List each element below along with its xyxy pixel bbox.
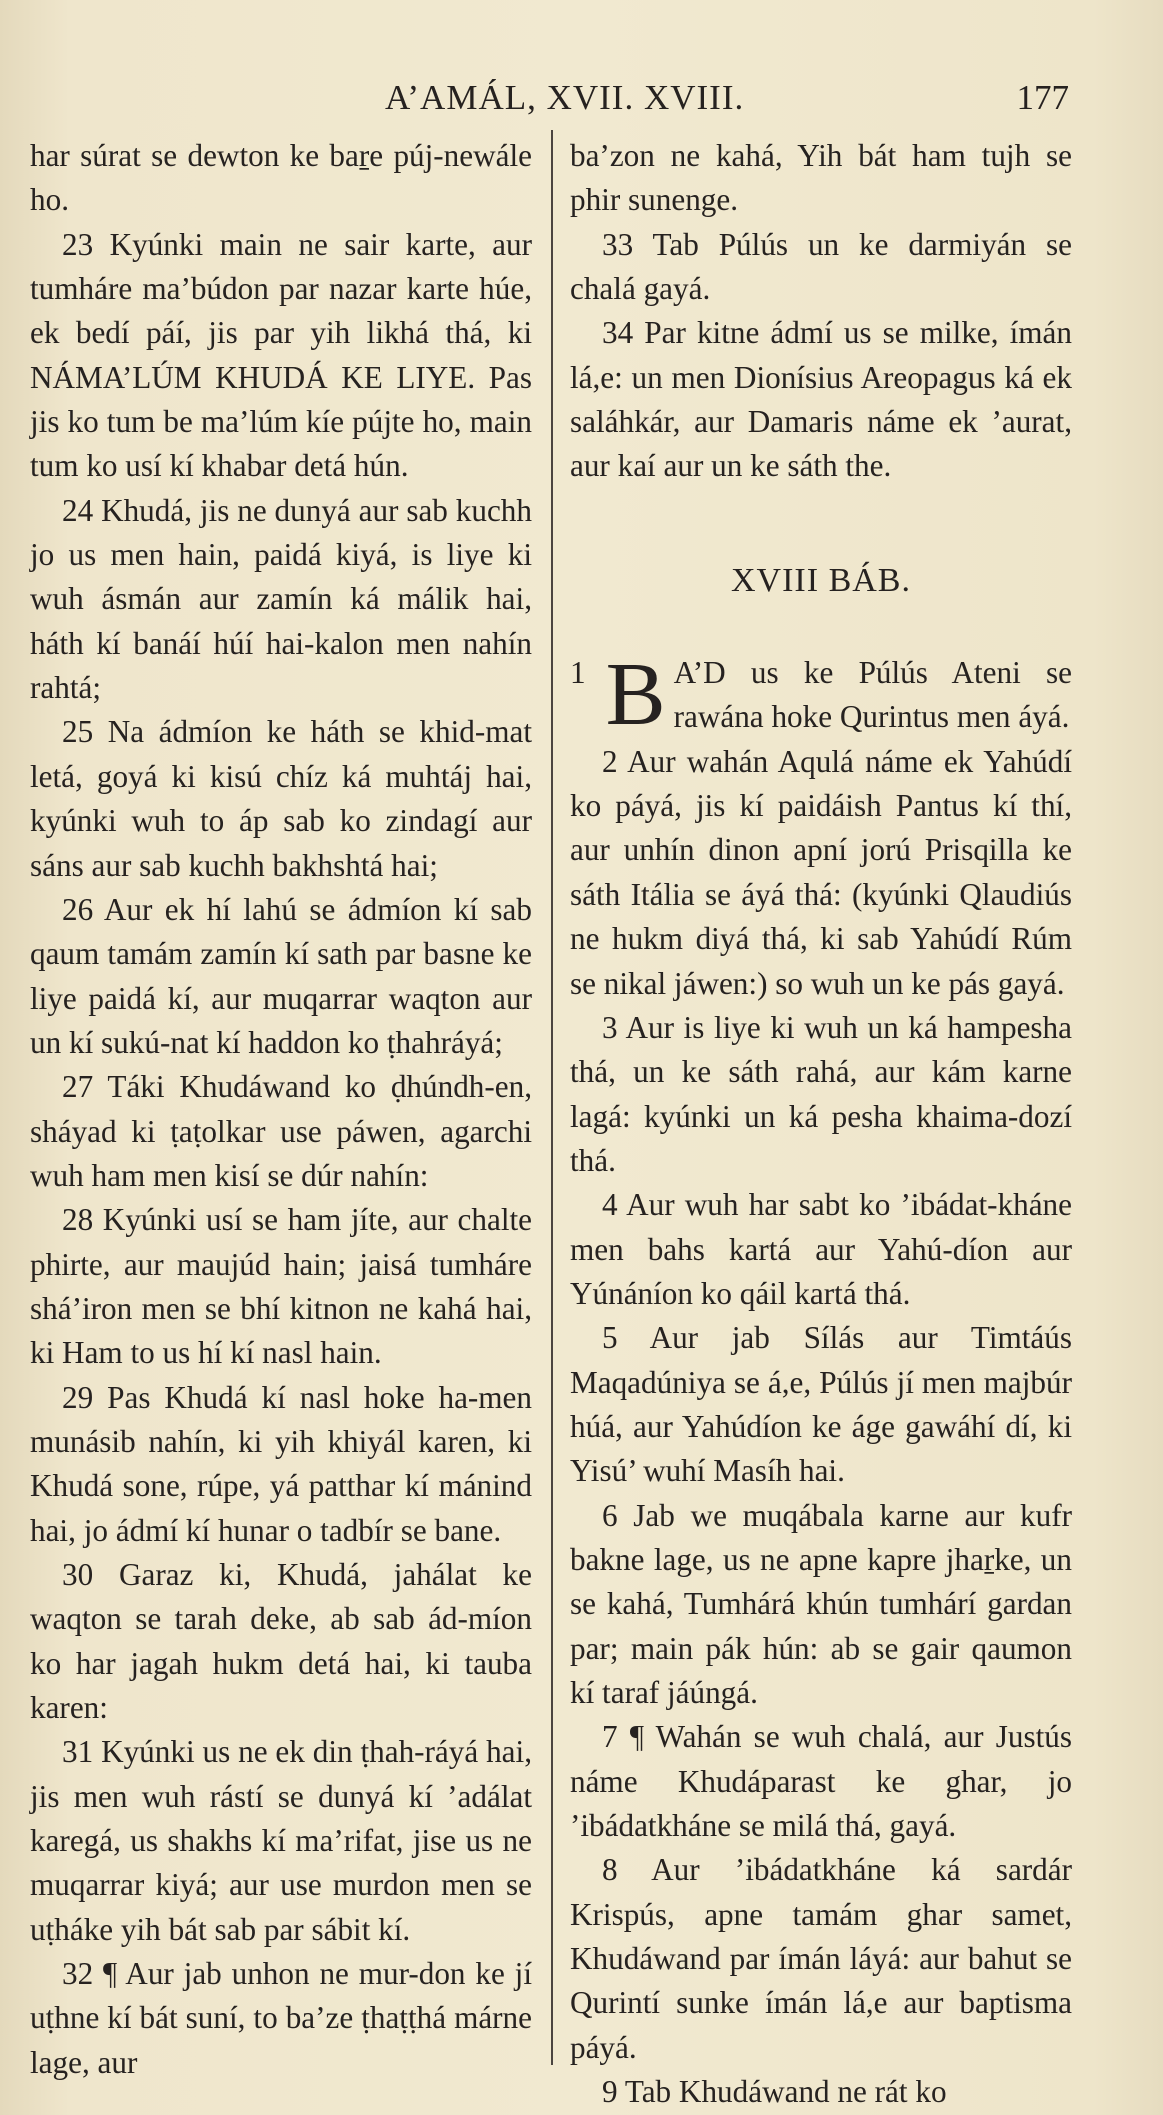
verse-5: 5 Aur jab Sílás aur Timtáús Maqadúniya se á,e, Púlús jí men majbúr húá, aur Yahúdíon ke áge gawáhí dí, ki Yisú’ wuhí Masíh hai. — [570, 1320, 1072, 1489]
verse-31: 31 Kyúnki us ne ek din ṭhah-ráyá hai, jis men wuh rástí se dunyá kí ’adálat karegá, us shakhs kí ma’rifat, jise us ne muqarrar kiyá; aur use murdon men se uṭháke yih bát sab par sábit kí. — [30, 1734, 532, 1947]
verse-28: 28 Kyúnki usí se ham jíte, aur chalte phirte, aur maujúd hain; jaisá tumháre shá’iron men se bhí kitnon ne kahá hai, ki Ham to us hí kí nasl hain. — [30, 1202, 532, 1371]
verse-number: 1 — [570, 655, 586, 691]
verse-3: 3 Aur is liye ki wuh un ká hampesha thá, un ke sáth rahá, aur kám karne lagá: kyúnki un ká pesha khaima-dozí thá. — [570, 1009, 1072, 1178]
verse-4: 4 Aur wuh har sabt ko ’ibádat-kháne men bahs kartá aur Yahú-díon aur Yúnáníon ko qáil kartá thá. — [570, 1187, 1072, 1311]
left-column — [30, 134, 532, 2085]
verse-26: 26 Aur ek hí lahú se ádmíon kí sab qaum tamám zamín kí sath par basne ke liye paidá kí, aur muqarrar waqton aur un kí sukú-nat kí haddon ko ṭhahráyá; — [30, 891, 532, 1060]
drop-cap: B — [605, 645, 666, 745]
chapter-heading: XVIII BÁB. — [731, 561, 911, 599]
verse-1 — [570, 645, 1072, 745]
verse-24: 24 Khudá, jis ne dunyá aur sab kuchh jo us men hain, paidá kiyá, is liye ki wuh ásmán aur zamín ká málik hai, háth kí banáí húí hai-kalon men nahín rahtá; — [30, 492, 532, 706]
verse-29: 29 Pas Khudá kí nasl hoke ha-men munásib nahín, ki yih khiyál karen, ki Khudá sone, rúpe, yá patthar kí mánind hai, jo ádmí kí hunar o tadbír se bane. — [30, 1379, 532, 1548]
paragraph: ba’zon ne kahá, Yih bát ham tujh se phir sunenge. — [570, 138, 1072, 218]
page-number: 177 — [1016, 78, 1069, 117]
paragraph: har súrat se dewton ke baṟe púj-newále ho. — [30, 138, 532, 218]
verse-2: 2 Aur wahán Aqulá náme ek Yahúdí ko páyá, jis kí paidáish Pantus kí thí, aur unhín dinon apní jorú Prisqilla ke sáth Itália se áyá thá: (kyúnki Qlaudiús ne hukm diyá thá, ki sab Yahúdí Rúm se nikal jáwen:) so wuh un ke pás gayá. — [570, 743, 1072, 1001]
right-column — [570, 134, 1072, 2114]
column-divider — [551, 130, 553, 2065]
verse-7: 7 ¶ Wahán se wuh chalá, aur Justús náme Khudáparast ke ghar, jo ’ibádatkháne se milá thá, gayá. — [570, 1719, 1072, 1844]
verse-8: 8 Aur ’ibádatkháne ká sardár Krispús, apne tamám ghar samet, Khudáwand par ímán láyá: aur bahut se Qurintí sunke ímán lá,e aur baptisma páyá. — [570, 1852, 1072, 2065]
verse-27: 27 Táki Khudáwand ko ḍhúndh-en, sháyad ki ṭaṭolkar use páwen, agarchi wuh ham men kisí se dúr nahín: — [30, 1069, 532, 1193]
verse-23: 23 Kyúnki main ne sair karte, aur tumháre ma’búdon par nazar karte húe, ek bedí páí, jis par yih likhá thá, ki NÁMA’LÚM KHUDÁ KE LIYE. Pas jis ko tum be ma’lúm kíe pújte ho, main tum ko usí kí khabar detá hún. — [30, 226, 532, 484]
verse-6: 6 Jab we muqábala karne aur kufr bakne lage, us ne apne kapre jhaṟke, un se kahá, Tumhárá khún tumhárí gardan par; main pák hún: ab se gair qaumon kí taraf jáúngá. — [570, 1497, 1072, 1710]
verse-9: 9 Tab Khudáwand ne rát ko — [602, 2074, 947, 2110]
verse-33: 33 Tab Púlús un ke darmiyán se chalá gayá. — [570, 226, 1072, 307]
verse-25: 25 Na ádmíon ke háth se khid-mat letá, goyá ki kisú chíz ká muhtáj hai, kyúnki wuh to áp sab ko zindagí aur sáns aur sab kuchh bakhshtá hai; — [30, 714, 532, 883]
verse-text: A’D us ke Púlús Ateni se rawána hoke Qurintus men áyá. — [673, 655, 1072, 735]
verse-30: 30 Garaz ki, Khudá, jahálat ke waqton se tarah deke, ab sab ád-míon ko har jagah hukm detá hai, ki tauba karen: — [30, 1557, 532, 1726]
verse-34: 34 Par kitne ádmí us se milke, ímán lá,e: un men Dionísius Areopagus ká ek saláhkár, aur Damaris náme ek ’aurat, aur kaí aur un ke sáth the. — [570, 315, 1072, 484]
page-header — [0, 78, 1163, 128]
running-head: A’AMÁL, XVII. XVIII. — [385, 78, 745, 117]
verse-32: 32 ¶ Aur jab unhon ne mur-don ke jí uṭhne kí bát suní, to ba’ze ṭhaṭṭhá márne lage, aur — [30, 1956, 532, 2080]
